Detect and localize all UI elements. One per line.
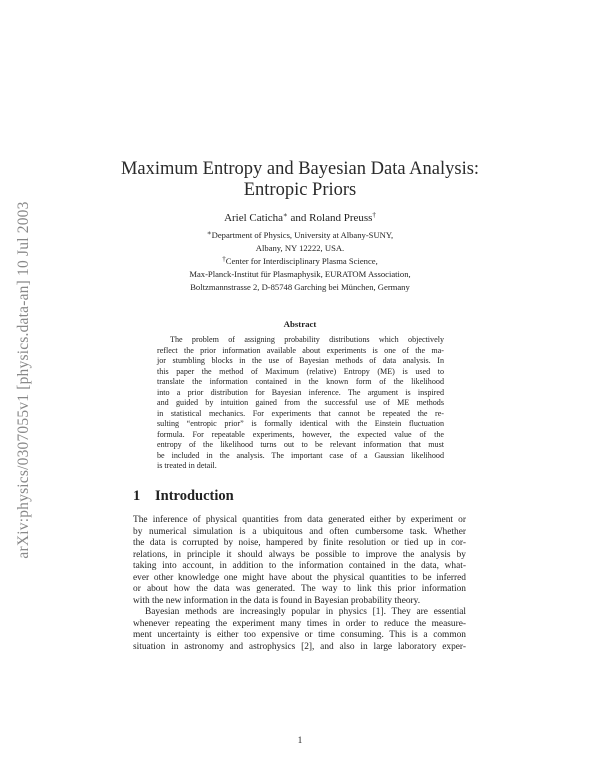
affiliation-line: †Center for Interdisciplinary Plasma Science,	[222, 255, 378, 266]
paper-title-line-2: Entropic Priors	[243, 180, 357, 200]
body-line: The inference of physical quantities from data generated either by experiment or	[133, 515, 466, 525]
body-line: by numerical simulation is a ubiquitous and often cumbersome task. Whether	[133, 526, 466, 537]
author-2-mark: †	[372, 211, 376, 219]
body-line: with the new information in the data is found in Bayesian probability theory.	[133, 595, 421, 606]
body-line: ment uncertainty is either too expensive or time consuming. This is a common	[133, 630, 466, 640]
author-1: Ariel Caticha	[224, 212, 284, 224]
author-1-mark: ∗	[283, 211, 288, 219]
section-title: Introduction	[155, 488, 234, 504]
body-line: Bayesian methods are increasingly popular in physics [1]. They are essential	[145, 607, 466, 617]
body-line: taking into account, in addition to the information contained in the data, what-	[133, 561, 466, 571]
section-number: 1	[133, 488, 141, 504]
body-line: situation in astronomy and astrophysics [2], and also in large laboratory exper-	[133, 641, 466, 652]
section-heading	[133, 488, 234, 505]
authors	[0, 212, 600, 224]
abstract-line: this paper the method of Maximum (relative) Entropy (ME) is used to	[157, 366, 444, 376]
abstract-line: entropy of the likelihood turns out to be relevant information that must	[157, 440, 444, 449]
author-2: Roland Preuss	[309, 212, 373, 224]
affiliation-line: ∗Department of Physics, University at Albany-SUNY,	[206, 229, 394, 240]
abstract-line: reflect the prior information available about experiments is one of the ma-	[157, 345, 444, 355]
abstract-heading: Abstract	[283, 319, 317, 329]
affiliation-line: Max-Planck-Institut für Plasmaphysik, EURATOM Association,	[189, 269, 411, 279]
body-line: whenever repeating the experiment many times in order to reduce the measure-	[133, 618, 466, 629]
body-line: ever other knowledge one might have about the physical quantities to be inferred	[133, 572, 466, 583]
author-conjunction: and	[287, 212, 310, 224]
abstract-line: sulting “entropic prior” is formally identical with the Einstein fluctuation	[157, 419, 444, 428]
abstract-line: formula. For repeatable experiments, however, the expected value of the	[157, 429, 444, 439]
affiliation-line: Albany, NY 12222, USA.	[255, 243, 345, 253]
page-number: 1	[297, 736, 303, 746]
abstract-line: is treated in detail.	[157, 461, 217, 470]
body-line: relations, in principle it should always be possible to improve the analysis by	[133, 549, 466, 560]
abstract-line: The problem of assigning probability distributions which objectively	[170, 335, 444, 344]
abstract-line: in statistical mechanics. For experiments that cannot be repeated the re-	[157, 408, 444, 418]
abstract-line: and guided by intuition gained from the successful use of ME methods	[157, 398, 444, 407]
abstract-line: be included in the analysis. The important case of a Gaussian likelihood	[157, 450, 444, 460]
abstract-line: into a prior distribution for Bayesian inference. The argument is inspired	[157, 387, 444, 397]
affiliation-line: Boltzmannstrasse 2, D-85748 Garching bei München, Germany	[190, 282, 410, 292]
arxiv-id: arXiv:physics/0307055v1 [physics.data-an] 10 Jul 2003	[15, 201, 32, 559]
abstract-line: translate the information contained in the known form of the likelihood	[157, 377, 444, 386]
body-line: or about how the data was generated. The way to link this prior information	[133, 584, 466, 594]
abstract-line: jor stumbling blocks in the use of Bayesian methods of data analysis. In	[157, 356, 444, 365]
body-line: the data is corrupted by noise, hampered by finite resolution or tied up in cor-	[133, 538, 466, 548]
paper-title-line-1: Maximum Entropy and Bayesian Data Analysis:	[120, 159, 480, 179]
